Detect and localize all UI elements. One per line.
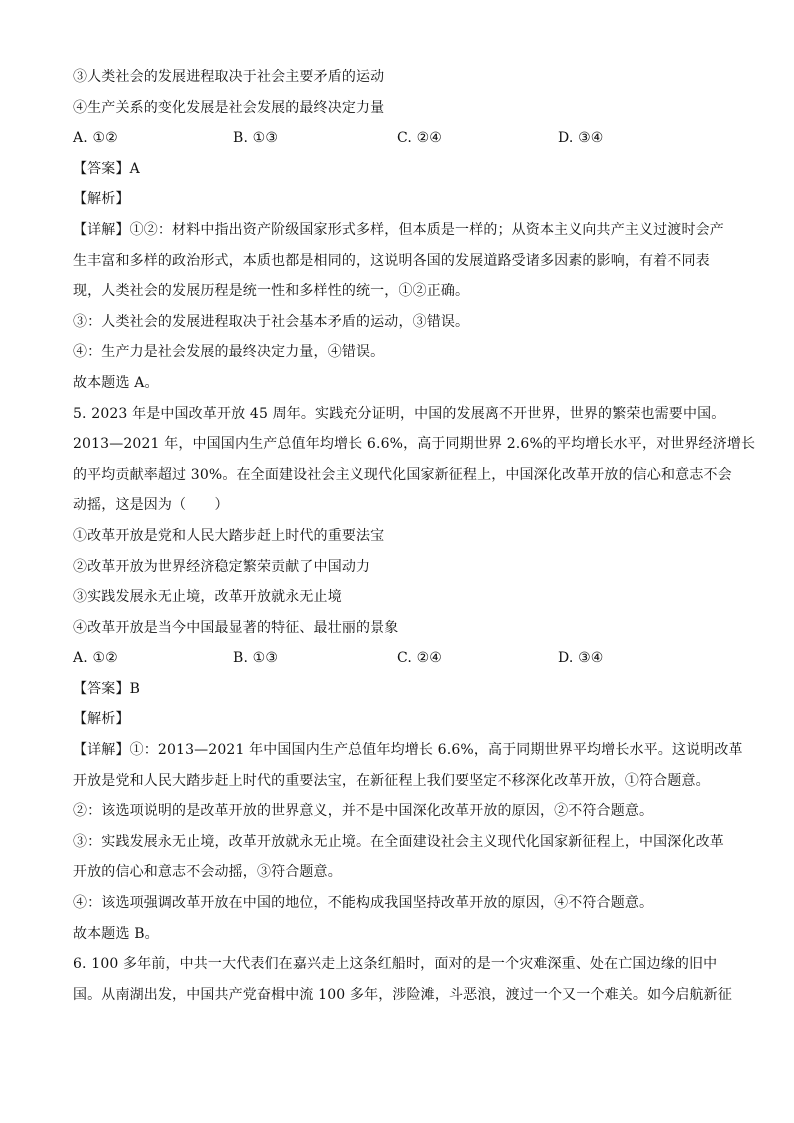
q5-option-c: C. ②④ [397, 650, 442, 667]
q4-detail-line: ④：生产力是社会发展的最终决定力量，④错误。 [73, 344, 385, 361]
q4-option-d: D. ③④ [558, 130, 604, 147]
q5-option-d: D. ③④ [558, 650, 604, 667]
q5-statement-3: ③实践发展永无止境，改革开放就永无止境 [73, 589, 342, 606]
q4-detail-line: 【详解】①②：材料中指出资产阶级国家形式多样，但本质是一样的；从资本主义向共产主义过渡时会产 [73, 221, 724, 238]
q5-stem-line: 2013—2021 年，中国国内生产总值年均增长 6.6%，高于同期世界 2.6%的平均增长水平，对世界经济增长 [73, 436, 756, 453]
q5-analysis-title: 【解析】 [73, 711, 130, 728]
q5-conclusion: 故本题选 B。 [73, 925, 159, 942]
q5-detail-line: ④：该选项强调改革开放在中国的地位，不能构成我国坚持改革开放的原因，④不符合题意。 [73, 895, 654, 912]
q5-detail-line: 开放是党和人民大踏步赶上时代的重要法宝，在新征程上我们要坚定不移深化改革开放，①符合题意。 [73, 772, 710, 789]
q5-stem-line: 的平均贡献率超过 30%。在全面建设社会主义现代化国家新征程上，中国深化改革开放的信心和意志不会 [73, 466, 732, 483]
q4-analysis-title: 【解析】 [73, 191, 130, 208]
q5-detail-line: ③：实践发展永无止境，改革开放就永无止境。在全面建设社会主义现代化国家新征程上，中国深化改革 [73, 833, 724, 850]
q5-stem-line: 5. 2023 年是中国改革开放 45 周年。实践充分证明，中国的发展离不开世界，世界的繁荣也需要中国。 [73, 405, 726, 422]
q5-options [73, 643, 723, 674]
q4-option-c: C. ②④ [397, 130, 442, 147]
q5-stem-line: 动摇，这是因为（ ） [73, 497, 229, 514]
q5-statement-4: ④改革开放是当今中国最显著的特征、最壮丽的景象 [73, 619, 399, 636]
q6-stem-line: 国。从南湖出发，中国共产党奋楫中流 100 多年，涉险滩，斗恶浪，渡过一个又一个难关。如今启航新征 [73, 986, 732, 1003]
q5-statement-1: ①改革开放是党和人民大踏步赶上时代的重要法宝 [73, 527, 385, 544]
q4-option-b: B. ①③ [233, 130, 279, 147]
q4-statement-3: ③人类社会的发展进程取决于社会主要矛盾的运动 [73, 69, 385, 85]
q5-statement-2: ②改革开放为世界经济稳定繁荣贡献了中国动力 [73, 558, 371, 575]
q4-answer: 【答案】A [73, 160, 140, 177]
q5-option-b: B. ①③ [233, 650, 279, 667]
q5-detail-line: ②：该选项说明的是改革开放的世界意义，并不是中国深化改革开放的原因，②不符合题意。 [73, 803, 654, 820]
q4-detail-line: ③：人类社会的发展进程取决于社会基本矛盾的运动，③错误。 [73, 313, 470, 330]
q4-conclusion: 故本题选 A。 [73, 374, 159, 391]
q5-answer: 【答案】B [73, 680, 141, 697]
q5-detail-line: 【详解】①：2013—2021 年中国国内生产总值年均增长 6.6%，高于同期世界平均增长水平。这说明改革 [73, 742, 743, 759]
q5-detail-line: 开放的信心和意志不会动摇，③符合题意。 [73, 864, 342, 881]
q4-detail-line: 现，人类社会的发展历程是统一性和多样性的统一，①②正确。 [73, 283, 470, 300]
document-page [73, 62, 756, 1010]
q4-statement-4: ④生产关系的变化发展是社会发展的最终决定力量 [73, 99, 385, 116]
q5-option-a: A. ①② [73, 650, 118, 667]
q4-detail-line: 生丰富和多样的政治形式，本质也都是相同的，这说明各国的发展道路受诸多因素的影响，有着不同表 [73, 252, 710, 269]
q4-options [73, 123, 723, 154]
q6-stem-line: 6. 100 多年前，中共一大代表们在嘉兴走上这条红船时，面对的是一个灾难深重、处在亡国边缘的旧中 [73, 956, 718, 973]
q4-option-a: A. ①② [73, 130, 118, 147]
